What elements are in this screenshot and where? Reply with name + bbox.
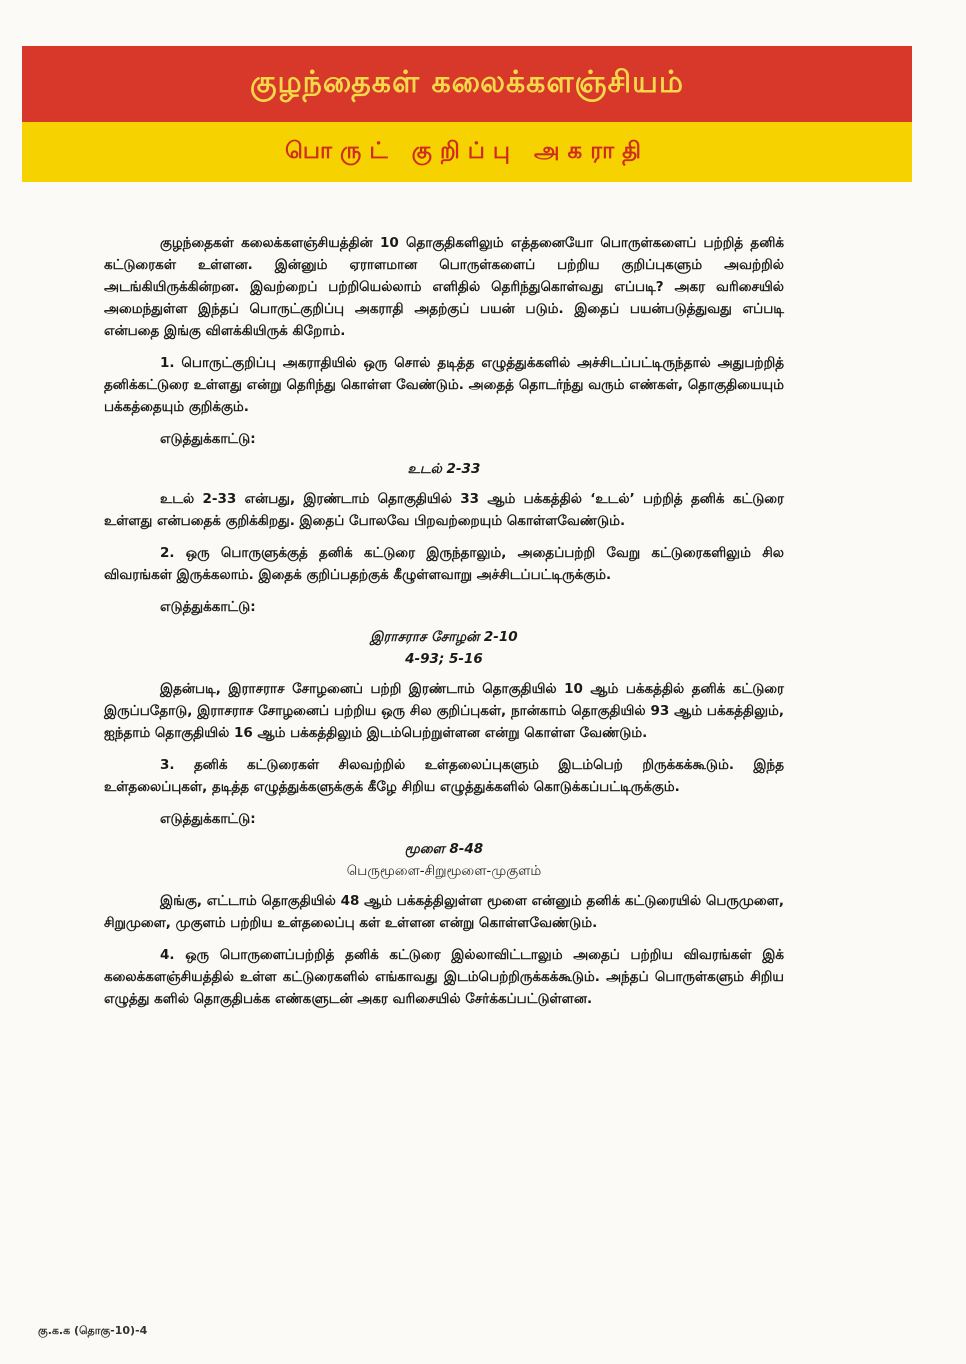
page-footer: கு.க.க (தொகு-10)-4 xyxy=(38,1324,148,1337)
section-1-explanation: உடல் 2-33 என்பது, இரண்டாம் தொகுதியில் 33 ஆம் பக்கத்தில் ‘உடல்’ பற்றித் தனிக் கட்டுரை உள்ளது என்பதைக் குறிக்கிறது. இதைப் போலவே பிறவற்றையும் கொள்ளவேண்டும். xyxy=(104,491,784,529)
example-2-line-2: 4-93; 5-16 xyxy=(405,651,483,667)
example-1: உடல் 2-33 xyxy=(407,461,481,477)
example-label-2: எடுத்துக்காட்டு: xyxy=(160,599,256,615)
example-3-line-2: பெருமூளை-சிறுமூளை-முகுளம் xyxy=(346,863,542,879)
title-bar xyxy=(22,46,912,122)
example-2-line-1: இராசராச சோழன் 2-10 xyxy=(370,629,518,645)
example-label-1: எடுத்துக்காட்டு: xyxy=(160,431,256,447)
subtitle-bar xyxy=(22,122,912,182)
page-subtitle: பொருட் குறிப்பு அகராதி xyxy=(284,137,649,164)
body-text xyxy=(104,232,784,1020)
section-2-paragraph: 2. ஒரு பொருளுக்குத் தனிக் கட்டுரை இருந்தாலும், அதைப்பற்றி வேறு கட்டுரைகளிலும் சில விவரங்கள் இருக்கலாம். இதைக் குறிப்பதற்குக் கீழுள்ளவாறு அச்சிடப்பட்டிருக்கும். xyxy=(104,545,784,583)
example-3-line-1: மூளை 8-48 xyxy=(404,841,484,857)
header-banner xyxy=(22,46,912,182)
example-label-3: எடுத்துக்காட்டு: xyxy=(160,811,256,827)
example-2 xyxy=(104,626,784,670)
section-3-paragraph: 3. தனிக் கட்டுரைகள் சிலவற்றில் உள்தலைப்புகளும் இடம்பெற் றிருக்கக்கூடும். இந்த உள்தலைப்புகள், தடித்த எழுத்துக்களுக்குக் கீழே சிறிய எழுத்துக்களில் கொடுக்கப்பட்டிருக்கும். xyxy=(104,757,784,795)
intro-paragraph: குழந்தைகள் கலைக்களஞ்சியத்தின் 10 தொகுதிகளிலும் எத்தனையோ பொருள்களைப் பற்றித் தனிக் கட்டுரைகள் உள்ளன. இன்னும் ஏராளமான பொருள்களைப் பற்றிய குறிப்புகளும் அவற்றில் அடங்கியிருக்கின்றன. இவற்றைப் பற்றியெல்லாம் எளிதில் தெரிந்துகொள்வது எப்படி? அகர வரிசையில் அமைந்துள்ள இந்தப் பொருட்குறிப்பு அகராதி அதற்குப் பயன் படும். இதைப் பயன்படுத்துவது எப்படி என்பதை இங்கு விளக்கியிருக் கிறோம். xyxy=(104,235,784,339)
section-2-explanation: இதன்படி, இராசராச சோழனைப் பற்றி இரண்டாம் தொகுதியில் 10 ஆம் பக்கத்தில் தனிக் கட்டுரை இருப்பதோடு, இராசராச சோழனைப் பற்றிய ஒரு சில குறிப்புகள், நான்காம் தொகுதியில் 93 ஆம் பக்கத்திலும், ஐந்தாம் தொகுதியில் 16 ஆம் பக்கத்திலும் இடம்பெற்றுள்ளன என்று கொள்ள வேண்டும். xyxy=(104,681,784,741)
section-4-paragraph: 4. ஒரு பொருளைப்பற்றித் தனிக் கட்டுரை இல்லாவிட்டாலும் அதைப் பற்றிய விவரங்கள் இக் கலைக்களஞ்சியத்தில் உள்ள கட்டுரைகளில் எங்காவது இடம்பெற்றிருக்கக்கூடும். அந்தப் பொருள்களும் சிறிய எழுத்து களில் தொகுதிபக்க எண்களுடன் அகர வரிசையில் சேர்க்கப்பட்டுள்ளன. xyxy=(104,947,784,1007)
page-title: குழந்தைகள் கலைக்களஞ்சியம் xyxy=(249,64,685,100)
example-3 xyxy=(104,838,784,882)
section-1-paragraph: 1. பொருட்குறிப்பு அகராதியில் ஒரு சொல் தடித்த எழுத்துக்களில் அச்சிடப்பட்டிருந்தால் அதுபற்றித் தனிக்கட்டுரை உள்ளது என்று தெரிந்து கொள்ள வேண்டும். அதைத் தொடர்ந்து வரும் எண்கள், தொகுதியையும் பக்கத்தையும் குறிக்கும். xyxy=(104,355,784,415)
section-3-explanation: இங்கு, எட்டாம் தொகுதியில் 48 ஆம் பக்கத்திலுள்ள மூளை என்னும் தனிக் கட்டுரையில் பெருமுளை, சிறுமுளை, முகுளம் பற்றிய உள்தலைப்பு கள் உள்ளன என்று கொள்ளவேண்டும். xyxy=(104,893,784,931)
